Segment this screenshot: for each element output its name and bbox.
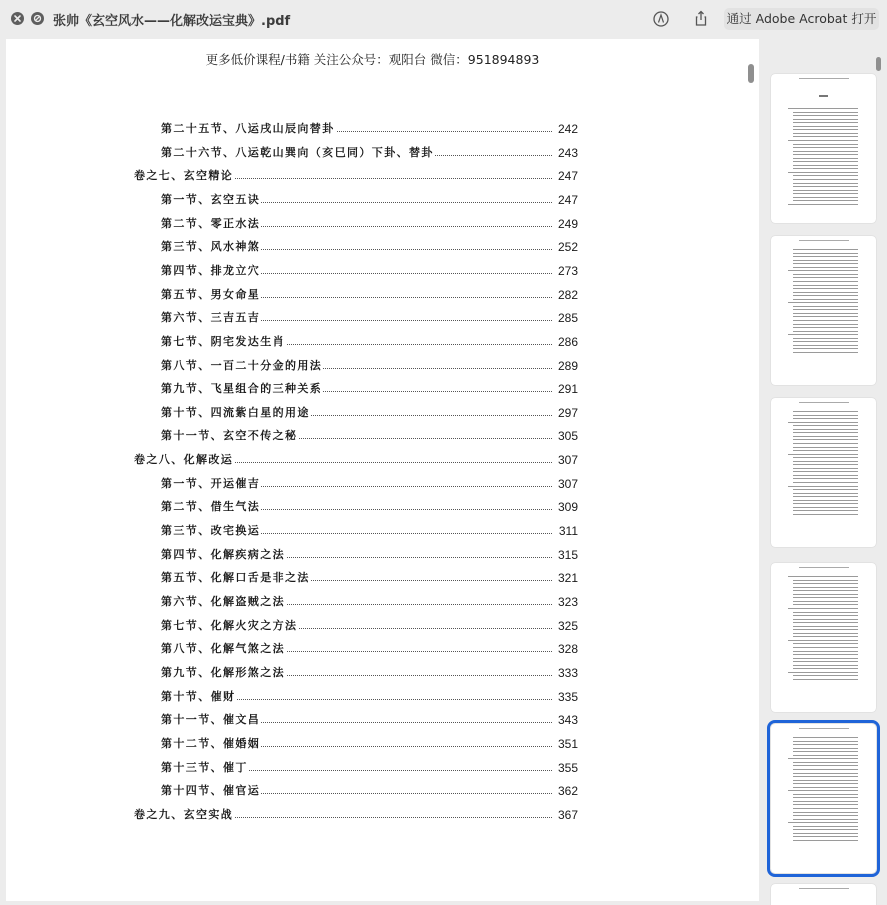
toc-entry-title: 第五节、男女命星 <box>161 286 261 304</box>
toc-entry-title: 卷之八、化解改运 <box>134 451 234 469</box>
toc-entry-title: 第五节、化解口舌是非之法 <box>161 569 311 587</box>
toc-entry-page: 362 <box>557 784 578 799</box>
toc-entry-page: 311 <box>558 524 578 539</box>
thumbnail-text-line <box>793 193 858 194</box>
toc-entry-title: 第十节、四流紫白星的用途 <box>161 404 311 422</box>
thumbnail-text-line <box>793 797 858 798</box>
thumbnail-text-line <box>793 415 858 416</box>
toc-entry[interactable] <box>161 711 578 729</box>
thumbnail-text-line <box>788 140 858 141</box>
thumbnail-text-line <box>793 292 858 293</box>
thumbnail-text-line <box>793 604 858 605</box>
thumbnail-text-line <box>793 249 858 250</box>
thumbnail-text-line <box>793 801 858 802</box>
toc-entry-title: 卷之七、玄空精论 <box>134 167 234 185</box>
thumbnail-text-line <box>793 274 858 275</box>
toc-entry-page: 305 <box>557 429 578 444</box>
thumbnail-text-line <box>793 503 858 504</box>
toc-entry[interactable] <box>161 309 578 327</box>
toc-entry-title: 第八节、化解气煞之法 <box>161 640 286 658</box>
toc-entry-title: 第二十五节、八运戌山辰向替卦 <box>161 120 336 138</box>
toc-entry[interactable] <box>161 735 578 753</box>
thumbnail-text-line <box>793 776 858 777</box>
thumbnail-text-line <box>793 647 858 648</box>
thumbnail-text-line <box>793 457 858 458</box>
toc-entry[interactable] <box>161 546 578 564</box>
thumbnail-text-line <box>793 804 858 805</box>
toc-entry-title: 第十一节、催文昌 <box>161 711 261 729</box>
thumbnail-text-line <box>793 439 858 440</box>
thumbnail-text-line <box>793 436 858 437</box>
toc-entry-page: 307 <box>557 453 578 468</box>
thumbnail-text-line <box>793 594 858 595</box>
thumbnail-text-line <box>793 324 858 325</box>
thumbnail-text-line <box>793 826 858 827</box>
thumbnail-header-line <box>771 78 876 79</box>
thumbnail-text-line <box>793 112 858 113</box>
toc-entry[interactable] <box>161 475 578 493</box>
thumbnail-header-line <box>771 888 876 889</box>
thumbnail-text-line <box>793 299 858 300</box>
thumbnail-text-line <box>788 640 858 641</box>
toc-entry-page: 343 <box>557 713 578 728</box>
thumbnail-text-line <box>793 277 858 278</box>
thumbnail-text-line <box>793 313 858 314</box>
thumbnail-text-line <box>793 744 858 745</box>
thumbnail-text-line <box>793 295 858 296</box>
thumbnail-text-line <box>788 204 858 205</box>
thumbnail-text-line <box>793 780 858 781</box>
thumbnail-text-line <box>793 665 858 666</box>
toc-entry-page: 367 <box>557 807 578 822</box>
toc-entry[interactable] <box>161 333 578 351</box>
thumbnail-text-line <box>793 129 858 130</box>
thumbnail-text-line <box>793 281 858 282</box>
thumbnail-text-line <box>788 758 858 759</box>
thumbnail-text-line <box>788 672 858 673</box>
toc-entry-page: 291 <box>557 382 578 397</box>
toc-entry-title: 第一节、玄空五诀 <box>161 191 261 209</box>
thumbnail-text-line <box>793 432 858 433</box>
thumbnail-text-line <box>793 819 858 820</box>
thumbnail-text-line <box>793 151 858 152</box>
toc-entry-page: 328 <box>557 642 578 657</box>
toc-entry-page: 289 <box>557 358 578 373</box>
toc-entry-title: 第六节、三吉五吉 <box>161 309 261 327</box>
thumbnail-text-line <box>793 615 858 616</box>
toc-entry[interactable] <box>161 593 578 611</box>
thumbnail-text-line <box>793 751 858 752</box>
blocked-icon[interactable] <box>31 12 44 25</box>
thumbnail-text-line <box>793 253 858 254</box>
thumbnail-text-line <box>793 626 858 627</box>
thumbnail-text-line <box>793 651 858 652</box>
thumbnail-title-line <box>819 95 828 97</box>
thumbnail-text-line <box>793 190 858 191</box>
thumbnail-text-line <box>793 175 858 176</box>
thumbnail-text-line <box>788 822 858 823</box>
thumbnail-text-line <box>793 580 858 581</box>
thumbnail-text-line <box>793 755 858 756</box>
thumbnail-text-line <box>793 514 858 515</box>
toc-entry[interactable] <box>161 569 578 587</box>
thumbnail-text-line <box>793 493 858 494</box>
toc-entry[interactable] <box>161 640 578 658</box>
toc-entry[interactable] <box>161 238 578 256</box>
toc-entry-page: 323 <box>557 595 578 609</box>
page-thumbnail[interactable] <box>771 724 876 873</box>
thumbnail-header-line <box>771 728 876 729</box>
thumbnail-text-line <box>793 675 858 676</box>
thumbnail-text-line <box>793 787 858 788</box>
page-thumbnail[interactable] <box>771 884 876 905</box>
thumbnail-text-line <box>793 748 858 749</box>
thumbnail-text-line <box>793 256 858 257</box>
thumbnail-text-line <box>793 583 858 584</box>
toc-entry-page: 325 <box>557 618 578 633</box>
thumbnail-text-line <box>793 829 858 830</box>
toc-entry-page: 321 <box>557 571 578 586</box>
toc-entry-title: 第十节、催财 <box>161 688 236 706</box>
thumbnail-text-line <box>793 183 858 184</box>
thumbnail-text-line <box>793 765 858 766</box>
thumbnail-text-line <box>793 197 858 198</box>
toc-entry-page: 351 <box>557 736 578 751</box>
thumbnail-text-line <box>793 450 858 451</box>
toc-entry-page: 307 <box>557 476 578 491</box>
toc-entry-title: 第十三节、催丁 <box>161 759 249 777</box>
thumbnail-text-line <box>793 144 858 145</box>
thumbnail-text-line <box>793 741 858 742</box>
toc-entry-title: 第三节、改宅换运 <box>161 522 261 540</box>
toc-entry-page: 333 <box>557 665 578 680</box>
thumbnail-text-line <box>788 422 858 423</box>
thumbnail-text-line <box>788 576 858 577</box>
thumbnail-text-line <box>793 507 858 508</box>
toc-entry[interactable] <box>161 617 578 635</box>
thumbnail-text-line <box>793 285 858 286</box>
thumbnail-text-line <box>793 115 858 116</box>
thumbnail-text-line <box>793 461 858 462</box>
thumbnail-text-line <box>793 168 858 169</box>
thumbnail-text-line <box>793 154 858 155</box>
thumbnail-text-line <box>793 147 858 148</box>
thumbnail-text-line <box>793 320 858 321</box>
thumbnail-text-line <box>793 668 858 669</box>
thumbnail-text-line <box>793 590 858 591</box>
thumbnail-text-line <box>793 331 858 332</box>
thumbnail-text-line <box>793 288 858 289</box>
thumbnail-text-line <box>793 654 858 655</box>
toc-entry-title: 第八节、一百二十分金的用法 <box>161 357 323 375</box>
toc-entry-title: 第三节、风水神煞 <box>161 238 261 256</box>
toc-entry-title: 第九节、化解形煞之法 <box>161 664 286 682</box>
thumbnail-text-line <box>793 636 858 637</box>
toc-entry-page: 249 <box>557 216 578 231</box>
thumbnail-text-line <box>793 840 858 841</box>
thumbnail-text-line <box>793 612 858 613</box>
thumbnail-text-line <box>793 587 858 588</box>
thumbnail-text-line <box>793 165 858 166</box>
thumbnail-text-line <box>793 679 858 680</box>
thumbnail-text-line <box>793 186 858 187</box>
toc-entry-page: 243 <box>557 145 578 160</box>
thumbnail-text-line <box>793 661 858 662</box>
thumbnail-text-line <box>793 601 858 602</box>
thumbnail-text-line <box>793 122 858 123</box>
toc-entry-title: 第二节、零正水法 <box>161 215 261 233</box>
toc-entry-page: 247 <box>557 169 578 184</box>
toc-entry-page: 297 <box>557 405 578 420</box>
thumbnail-text-line <box>793 327 858 328</box>
thumbnail-text-line <box>788 302 858 303</box>
toc-entry[interactable] <box>134 451 578 469</box>
thumbnail-text-line <box>793 260 858 261</box>
page-header: 更多低价课程/书籍 关注公众号：观阳台 微信：951894893 <box>205 52 540 67</box>
page-thumbnail[interactable] <box>771 398 876 547</box>
thumbnail-text-line <box>793 500 858 501</box>
thumbnail-text-line <box>793 126 858 127</box>
toc-entry[interactable] <box>161 286 578 304</box>
toc-entry-page: 247 <box>557 192 578 207</box>
thumbnail-text-line <box>793 179 858 180</box>
thumbnail-text-line <box>793 468 858 469</box>
thumbnail-text-line <box>793 808 858 809</box>
thumbnail-text-line <box>793 622 858 623</box>
thumbnail-text-line <box>793 619 858 620</box>
toc-entry[interactable] <box>161 262 578 280</box>
toc-entry-title: 第十四节、催官运 <box>161 782 261 800</box>
thumbnail-text-line <box>793 316 858 317</box>
toc-entry[interactable] <box>161 688 578 706</box>
thumbnail-text-line <box>793 629 858 630</box>
toc-entry-title: 第四节、排龙立穴 <box>161 262 261 280</box>
toc-entry-page: 335 <box>557 689 578 704</box>
toc-entry[interactable] <box>161 380 578 398</box>
toc-entry[interactable] <box>161 144 578 162</box>
thumbnail-text-line <box>788 454 858 455</box>
page-thumbnail[interactable] <box>771 74 876 223</box>
thumbnail-text-line <box>788 790 858 791</box>
thumbnail-text-line <box>793 345 858 346</box>
thumbnail-text-line <box>793 471 858 472</box>
toc-entry-title: 第四节、化解疾病之法 <box>161 546 286 564</box>
toc-entry-page: 355 <box>557 760 578 775</box>
toc-entry-page: 309 <box>557 500 578 515</box>
thumbnail-text-line <box>793 429 858 430</box>
thumbnail-text-line <box>793 267 858 268</box>
thumbnail-text-line <box>788 608 858 609</box>
thumbnail-text-line <box>793 309 858 310</box>
toc-entry[interactable] <box>161 522 578 540</box>
toc-entry-page: 285 <box>557 311 578 326</box>
thumbnail-text-line <box>793 597 858 598</box>
thumbnail-text-line <box>793 136 858 137</box>
thumbnail-header-line <box>771 240 876 241</box>
thumbnail-text-line <box>793 306 858 307</box>
toc-entry[interactable] <box>134 806 578 824</box>
thumbnail-text-line <box>793 496 858 497</box>
thumbnail-text-line <box>793 133 858 134</box>
open-in-acrobat-button[interactable]: 通过 Adobe Acrobat 打开 <box>724 8 879 30</box>
toc-entry-page: 273 <box>557 263 578 278</box>
toc-entry-title: 第十二节、催婚姻 <box>161 735 261 753</box>
thumbnail-text-line <box>793 443 858 444</box>
thumbnail-text-line <box>788 334 858 335</box>
thumbnail-text-line <box>793 161 858 162</box>
thumbnail-text-line <box>793 411 858 412</box>
share-icon[interactable] <box>691 9 711 29</box>
thumbnail-text-line <box>793 658 858 659</box>
thumbnail-text-line <box>793 418 858 419</box>
toc-entry[interactable] <box>161 498 578 516</box>
thumbnail-text-line <box>793 769 858 770</box>
thumbnail-text-line <box>793 263 858 264</box>
window-title: 张帅《玄空风水——化解改运宝典》.pdf <box>53 14 291 29</box>
thumbnail-text-line <box>793 338 858 339</box>
thumbnail-text-line <box>793 341 858 342</box>
toc-entry-title: 第二十六节、八运乾山巽向（亥巳同）下卦、替卦 <box>161 144 435 162</box>
toc-entry[interactable] <box>161 759 578 777</box>
thumbnail-text-line <box>793 464 858 465</box>
thumbnail-text-line <box>793 783 858 784</box>
thumbnail-text-line <box>793 158 858 159</box>
thumbnail-text-line <box>793 773 858 774</box>
thumbnail-text-line <box>788 108 858 109</box>
toc-entry-title: 第七节、阴宅发达生肖 <box>161 333 286 351</box>
toc-entry[interactable] <box>161 427 578 445</box>
thumbnail-text-line <box>793 200 858 201</box>
toc-entry-title: 第一节、开运催吉 <box>161 475 261 493</box>
thumbnail-text-line <box>793 833 858 834</box>
toc-entry[interactable] <box>134 167 578 185</box>
thumbnail-text-line <box>793 812 858 813</box>
page-thumbnail[interactable] <box>771 563 876 712</box>
toc-entry[interactable] <box>161 357 578 375</box>
thumbnail-text-line <box>793 482 858 483</box>
toc-entry[interactable] <box>161 404 578 422</box>
thumbnail-header-line <box>771 402 876 403</box>
close-window-icon[interactable] <box>11 12 24 25</box>
thumbnail-text-line <box>793 510 858 511</box>
toc-entry[interactable] <box>161 215 578 233</box>
thumbnail-text-line <box>793 762 858 763</box>
thumbnail-sidebar <box>762 38 887 905</box>
toc-entry-title: 第十一节、玄空不传之秘 <box>161 427 298 445</box>
thumbnail-text-line <box>793 475 858 476</box>
toc-entry-title: 第六节、化解盗贼之法 <box>161 593 286 611</box>
thumbnail-text-line <box>793 352 858 353</box>
toc-entry-title: 卷之九、玄空实战 <box>134 806 234 824</box>
toc-entry[interactable] <box>161 664 578 682</box>
thumbnail-text-line <box>788 486 858 487</box>
toc-entry-page: 282 <box>557 287 578 302</box>
toc-entry-page: 252 <box>557 240 578 255</box>
thumbnail-text-line <box>788 172 858 173</box>
thumbnail-text-line <box>793 737 858 738</box>
thumbnail-text-line <box>793 478 858 479</box>
sidebar-scrollbar[interactable] <box>876 57 881 71</box>
thumbnail-text-line <box>793 643 858 644</box>
title-bar <box>0 0 887 38</box>
thumbnail-text-line <box>793 815 858 816</box>
thumbnail-text-line <box>793 447 858 448</box>
pencil-circle-icon[interactable] <box>651 9 671 29</box>
thumbnail-text-line <box>793 489 858 490</box>
toc-entry[interactable] <box>161 782 578 800</box>
toc-entry[interactable] <box>161 191 578 209</box>
document-scrollbar[interactable] <box>748 64 754 83</box>
toc-entry-title: 第二节、借生气法 <box>161 498 261 516</box>
thumbnail-header-line <box>771 567 876 568</box>
toc-entry-page: 315 <box>557 547 578 562</box>
thumbnail-text-line <box>793 794 858 795</box>
thumbnail-text-line <box>793 348 858 349</box>
thumbnail-text-line <box>793 633 858 634</box>
thumbnail-text-line <box>793 119 858 120</box>
thumbnail-text-line <box>793 425 858 426</box>
page-thumbnail[interactable] <box>771 236 876 385</box>
document-view[interactable] <box>6 39 759 901</box>
toc-entry[interactable] <box>161 120 578 138</box>
toc-entry-title: 第七节、化解火灾之方法 <box>161 617 298 635</box>
toc-entry-page: 286 <box>557 334 578 349</box>
thumbnail-text-line <box>788 270 858 271</box>
toc-entry-page: 242 <box>557 122 578 136</box>
toc-entry-title: 第九节、飞星组合的三种关系 <box>161 380 323 398</box>
thumbnail-text-line <box>793 836 858 837</box>
